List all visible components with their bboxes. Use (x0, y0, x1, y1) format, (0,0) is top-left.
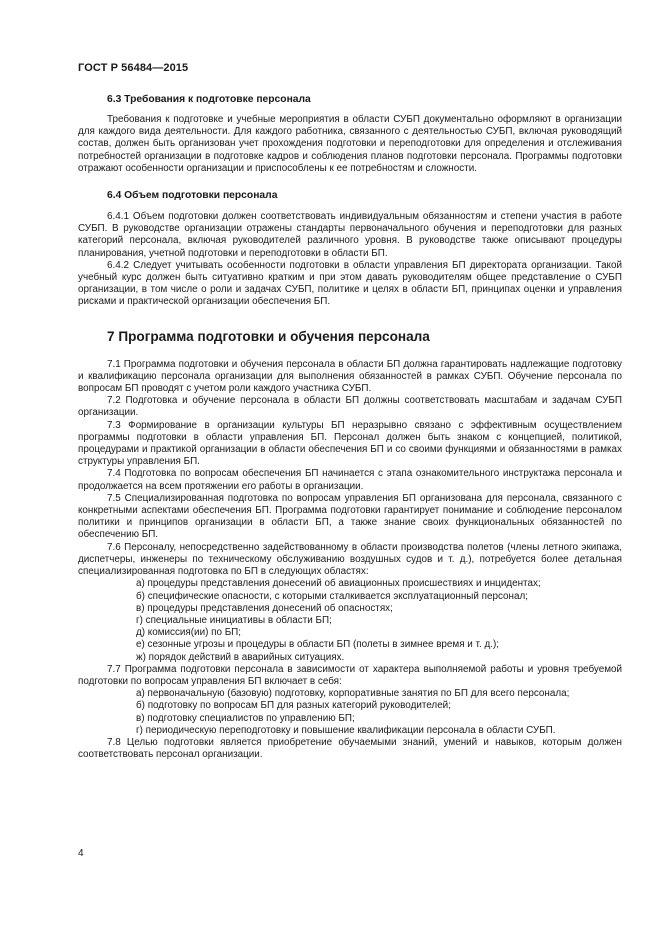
paragraph-7-2: 7.2 Подготовка и обучение персонала в области БП должны соответствовать масштабам и задачам СУБП организации. (78, 395, 622, 419)
list-item: в) процедуры представления донесений об опасностях; (136, 602, 393, 614)
section-6-4-title: 6.4 Объем подготовки персонала (107, 190, 278, 202)
list-item: а) процедуры представления донесений об авиационных происшествиях и инцидентах; (136, 578, 541, 590)
paragraph-6-3: Требования к подготовке и учебные мероприятия в области СУБП документально оформляют в организации для каждого вида деятельности. Для каждого работника, связанного с деятельностью СУБП, включая руководящий состав, должен быть организован учет прохождения подготовки и переподготовки для определения и отслеживания потребностей организации в подготовке кадров и соблюдения планов подготовки персонала. Программы подготовки отражают особенности организации и приспособлены к ее потребностям и сложности. (78, 114, 622, 174)
paragraph-6-4-2: 6.4.2 Следует учитывать особенности подготовки в области управления БП директората организации. Такой учебный курс должен быть ситуативно кратким и при этом давать руководителям общее представление о СУБП организации, в том числе о роли и задачах СУБП, политике и целях в области БП, принципах оценки и управления рисками и практической организации обеспечения БП. (78, 259, 622, 308)
list-item: б) подготовку по вопросам БП для разных категорий руководителей; (136, 700, 451, 712)
list-item: ж) порядок действий в аварийных ситуациях. (136, 651, 345, 663)
list-item: в) подготовку специалистов по управлению БП; (136, 712, 355, 724)
paragraph-7-6: 7.6 Персоналу, непосредственно задействованному в области производства полетов (члены летного экипажа, диспетчеры, инженеры по техническому обслуживанию воздушных судов и т. д.), потребуется более детальная специализированная подготовка по БП в следующих областях: (78, 541, 622, 578)
page-number: 4 (78, 848, 84, 859)
paragraph-6-4-1: 6.4.1 Объем подготовки должен соответствовать индивидуальным обязанностям и степени участия в работе СУБП. В руководстве организации отражены стандарты первоначального обучения и переподготовки для разных категорий персонала, включая руководителей различного уровня. В руководстве также описывают процедуры планирования, учетной подготовки и переподготовки в области БП. (78, 211, 622, 259)
document-body (78, 93, 622, 761)
paragraph-7-7: 7.7 Программа подготовки персонала в зависимости от характера выполняемой работы и уровня требуемой подготовки по вопросам управления БП включает в себя: (78, 663, 622, 687)
section-6-3-title: 6.3 Требования к подготовке персонала (107, 94, 311, 105)
paragraph-7-4: 7.4 Подготовка по вопросам обеспечения БП начинается с этапа ознакомительного инструктажа персонала и продолжается на всем протяжении его работы в организации. (78, 468, 622, 492)
document-header: ГОСТ Р 56484—2015 (78, 62, 189, 74)
paragraph-7-1: 7.1 Программа подготовки и обучения персонала в области БП должна гарантировать надлежащие подготовку и квалификацию персонала организации для выполнения обязанностей в рамках СУБП. Обучение персонала по вопросам БП проводят с учетом роли каждого участника СУБП. (78, 358, 622, 395)
paragraph-7-5: 7.5 Специализированная подготовка по вопросам управления БП организована для персонала, связанного с конкретными аспектами обеспечения БП. Программа подготовки гарантирует понимание и соблюдение персоналом политики и принципов организации в области БП, а также знание своих функциональных обязанностей по обеспечению БП. (78, 492, 622, 541)
paragraph-7-3: 7.3 Формирование в организации культуры БП неразрывно связано с эффективным осуществлением программы подготовки в области управления БП. Персонал должен быть знаком с концепцией, политикой, процедурами и практикой организации в области обеспечения БП и со своими функциями и обязанностями в рамках структуры управления БП. (78, 419, 622, 468)
list-item: д) комиссия(ии) по БП; (136, 627, 242, 639)
list-item: г) периодическую переподготовку и повышение квалификации персонала в области СУБП. (136, 724, 556, 736)
list-item: г) специальные инициативы в области БП; (136, 614, 332, 626)
list-item: а) первоначальную (базовую) подготовку, корпоративные занятия по БП для всего персонала; (136, 688, 570, 700)
list-item: е) сезонные угрозы и процедуры в области БП (полеты в зимнее время и т. д.); (136, 639, 500, 651)
section-7-title: 7 Программа подготовки и обучения персонала (107, 328, 430, 344)
paragraph-7-8: 7.8 Целью подготовки является приобретение обучаемыми знаний, умений и навыков, которым должен соответствовать персонал организации. (78, 736, 622, 761)
list-item: б) специфические опасности, с которыми сталкивается эксплуатационный персонал; (136, 590, 528, 602)
